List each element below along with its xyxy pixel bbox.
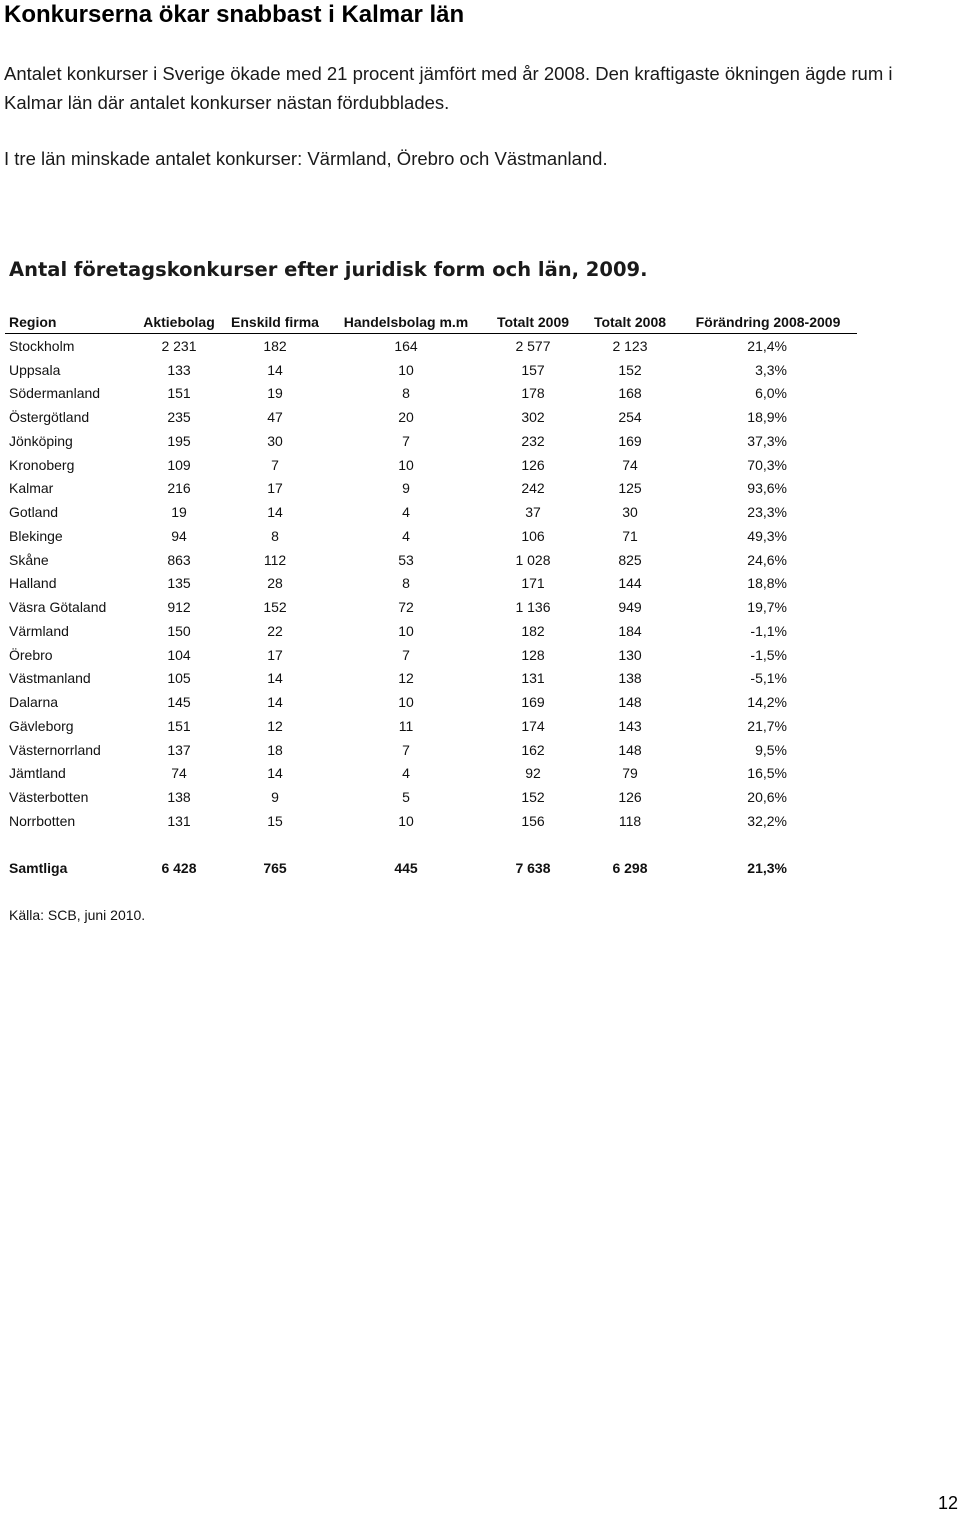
table-row: [5, 738, 857, 762]
cell-region: Jönköping: [9, 432, 73, 449]
cell-region: Skåne: [9, 551, 49, 568]
table-row: [5, 382, 857, 406]
cell-region: Blekinge: [9, 527, 63, 544]
cell-forandring: 3,3%: [755, 361, 787, 378]
table-row: [5, 334, 857, 358]
cell-totalt-2009: 169: [521, 694, 545, 711]
header-forandring: Förändring 2008-2009: [679, 310, 857, 334]
cell-region: Västerbotten: [9, 789, 89, 806]
cell-enskild-firma: 14: [267, 670, 283, 687]
cell-enskild-firma: 14: [267, 504, 283, 521]
cell-aktiebolag: 2 231: [161, 337, 197, 354]
cell-totalt-2008: 254: [618, 409, 642, 426]
table-row: [5, 572, 857, 596]
table-row: [5, 500, 857, 524]
cell-enskild-firma: 47: [267, 409, 283, 426]
cell-forandring: 37,3%: [747, 432, 787, 449]
cell-totalt-2008: 126: [618, 789, 642, 806]
cell-totalt-2009: 37: [525, 504, 541, 521]
cell-totalt-2008: 949: [618, 599, 642, 616]
cell-enskild-firma: 182: [263, 337, 287, 354]
total-cell-totalt-2009: 7 638: [515, 860, 551, 877]
cell-aktiebolag: 138: [167, 789, 191, 806]
cell-enskild-firma: 17: [267, 480, 283, 497]
cell-region: Värmland: [9, 622, 69, 639]
table-row: [5, 643, 857, 667]
cell-handelsbolag: 9: [402, 480, 410, 497]
header-region: Region: [5, 310, 135, 334]
table-row: [5, 453, 857, 477]
cell-aktiebolag: 105: [167, 670, 191, 687]
table-row: [5, 524, 857, 548]
cell-aktiebolag: 216: [167, 480, 191, 497]
table-row: [5, 809, 857, 833]
cell-aktiebolag: 19: [171, 504, 187, 521]
cell-aktiebolag: 131: [167, 812, 191, 829]
total-cell-enskild-firma: 765: [263, 860, 287, 877]
cell-region: Halland: [9, 575, 57, 592]
cell-handelsbolag: 10: [398, 456, 414, 473]
cell-aktiebolag: 863: [167, 551, 191, 568]
cell-enskild-firma: 14: [267, 765, 283, 782]
cell-region: Stockholm: [9, 337, 75, 354]
intro-paragraph: Antalet konkurser i Sverige ökade med 21 procent jämfört med år 2008. Den kraftigaste ökningen ägde rum i Kalmar län där antalet konkurser nästan fördubblades.: [4, 63, 893, 113]
bankruptcy-table: [5, 310, 857, 880]
cell-handelsbolag: 7: [402, 646, 410, 663]
table-row: [5, 429, 857, 453]
table-title: Antal företagskonkurser efter juridisk form och län, 2009.: [9, 258, 648, 281]
total-cell-aktiebolag: 6 428: [161, 860, 197, 877]
cell-enskild-firma: 152: [263, 599, 287, 616]
cell-handelsbolag: 7: [402, 741, 410, 758]
cell-handelsbolag: 20: [398, 409, 414, 426]
cell-handelsbolag: 10: [398, 361, 414, 378]
table-body: [5, 334, 857, 881]
cell-region: Uppsala: [9, 361, 61, 378]
table-row: [5, 595, 857, 619]
cell-handelsbolag: 5: [402, 789, 410, 806]
cell-region: Dalarna: [9, 694, 59, 711]
table-row: [5, 619, 857, 643]
cell-aktiebolag: 109: [167, 456, 191, 473]
cell-handelsbolag: 7: [402, 432, 410, 449]
cell-handelsbolag: 4: [402, 527, 410, 544]
spacer-cell: [5, 833, 857, 857]
cell-handelsbolag: 4: [402, 504, 410, 521]
table-row: [5, 405, 857, 429]
cell-totalt-2008: 74: [622, 456, 638, 473]
cell-region: Södermanland: [9, 385, 101, 402]
cell-totalt-2008: 138: [618, 670, 642, 687]
cell-region: Norrbotten: [9, 812, 76, 829]
cell-enskild-firma: 17: [267, 646, 283, 663]
cell-totalt-2009: 232: [521, 432, 545, 449]
cell-forandring: 21,4%: [747, 337, 787, 354]
cell-forandring: 18,9%: [747, 409, 787, 426]
header-totalt-2009: Totalt 2009: [485, 310, 581, 334]
cell-totalt-2009: 2 577: [515, 337, 551, 354]
cell-totalt-2009: 178: [521, 385, 545, 402]
cell-aktiebolag: 104: [167, 646, 191, 663]
cell-totalt-2008: 2 123: [612, 337, 648, 354]
cell-forandring: 21,7%: [747, 717, 787, 734]
cell-forandring: 20,6%: [747, 789, 787, 806]
cell-enskild-firma: 8: [271, 527, 279, 544]
cell-totalt-2009: 174: [521, 717, 545, 734]
cell-handelsbolag: 164: [394, 337, 418, 354]
cell-aktiebolag: 74: [171, 765, 187, 782]
cell-totalt-2008: 118: [618, 812, 642, 829]
cell-forandring: 93,6%: [747, 480, 787, 497]
cell-totalt-2009: 1 028: [515, 551, 551, 568]
cell-aktiebolag: 235: [167, 409, 191, 426]
cell-handelsbolag: 4: [402, 765, 410, 782]
cell-forandring: 19,7%: [747, 599, 787, 616]
cell-enskild-firma: 14: [267, 361, 283, 378]
page-heading: Konkurserna ökar snabbast i Kalmar län: [4, 1, 465, 28]
cell-forandring: -5,1%: [750, 670, 787, 687]
cell-aktiebolag: 912: [167, 599, 191, 616]
cell-forandring: 18,8%: [747, 575, 787, 592]
cell-aktiebolag: 145: [167, 694, 191, 711]
cell-region: Västmanland: [9, 670, 91, 687]
cell-enskild-firma: 30: [267, 432, 283, 449]
cell-totalt-2009: 162: [521, 741, 545, 758]
cell-totalt-2008: 144: [618, 575, 642, 592]
cell-forandring: 24,6%: [747, 551, 787, 568]
total-row: [5, 857, 857, 881]
cell-forandring: 32,2%: [747, 812, 787, 829]
cell-handelsbolag: 10: [398, 694, 414, 711]
cell-handelsbolag: 8: [402, 385, 410, 402]
cell-forandring: -1,1%: [750, 622, 787, 639]
cell-enskild-firma: 112: [263, 551, 287, 568]
cell-totalt-2009: 182: [521, 622, 545, 639]
cell-aktiebolag: 151: [167, 385, 191, 402]
spacer-row: [5, 833, 857, 857]
header-totalt-2008: Totalt 2008: [581, 310, 679, 334]
cell-enskild-firma: 28: [267, 575, 283, 592]
header-handelsbolag: Handelsbolag m.m: [327, 310, 485, 334]
cell-totalt-2008: 79: [622, 765, 638, 782]
cell-aktiebolag: 137: [167, 741, 191, 758]
cell-totalt-2009: 171: [521, 575, 545, 592]
cell-handelsbolag: 53: [398, 551, 414, 568]
table-row: [5, 690, 857, 714]
cell-handelsbolag: 10: [398, 812, 414, 829]
cell-enskild-firma: 22: [267, 622, 283, 639]
cell-totalt-2009: 1 136: [515, 599, 551, 616]
cell-enskild-firma: 9: [271, 789, 279, 806]
cell-enskild-firma: 12: [267, 717, 283, 734]
table-row: [5, 762, 857, 786]
table-row: [5, 477, 857, 501]
cell-enskild-firma: 14: [267, 694, 283, 711]
table-row: [5, 358, 857, 382]
total-cell-totalt-2008: 6 298: [612, 860, 648, 877]
cell-forandring: 14,2%: [747, 694, 787, 711]
cell-region: Västernorrland: [9, 741, 101, 758]
cell-enskild-firma: 15: [267, 812, 283, 829]
cell-totalt-2008: 130: [618, 646, 642, 663]
cell-region: Jämtland: [9, 765, 66, 782]
cell-enskild-firma: 18: [267, 741, 283, 758]
page-number: 12: [937, 1493, 958, 1513]
cell-totalt-2008: 125: [618, 480, 642, 497]
cell-aktiebolag: 94: [171, 527, 187, 544]
cell-totalt-2009: 131: [521, 670, 545, 687]
cell-handelsbolag: 10: [398, 622, 414, 639]
header-enskild-firma: Enskild firma: [223, 310, 327, 334]
cell-totalt-2008: 168: [618, 385, 642, 402]
cell-region: Gotland: [9, 504, 59, 521]
cell-aktiebolag: 135: [167, 575, 191, 592]
cell-aktiebolag: 133: [167, 361, 191, 378]
cell-aktiebolag: 151: [167, 717, 191, 734]
cell-totalt-2008: 30: [622, 504, 638, 521]
cell-totalt-2009: 156: [521, 812, 545, 829]
cell-forandring: 49,3%: [747, 527, 787, 544]
cell-region: Gävleborg: [9, 717, 74, 734]
cell-region: Kalmar: [9, 480, 54, 497]
total-cell-forandring: 21,3%: [747, 860, 787, 877]
cell-totalt-2008: 148: [618, 741, 642, 758]
header-aktiebolag: Aktiebolag: [135, 310, 223, 334]
cell-totalt-2008: 825: [618, 551, 642, 568]
cell-totalt-2008: 184: [618, 622, 642, 639]
table-header-row: [5, 310, 857, 334]
cell-region: Örebro: [9, 646, 53, 663]
cell-totalt-2009: 302: [521, 409, 545, 426]
cell-totalt-2009: 92: [525, 765, 541, 782]
total-cell-region: Samtliga: [9, 860, 68, 877]
cell-region: Väsra Götaland: [9, 599, 107, 616]
table-row: [5, 667, 857, 691]
decrease-paragraph: I tre län minskade antalet konkurser: Värmland, Örebro och Västmanland.: [4, 148, 608, 169]
cell-handelsbolag: 8: [402, 575, 410, 592]
cell-totalt-2009: 128: [521, 646, 545, 663]
cell-totalt-2009: 152: [521, 789, 545, 806]
source-note: Källa: SCB, juni 2010.: [9, 907, 146, 923]
table-row: [5, 785, 857, 809]
cell-forandring: 16,5%: [747, 765, 787, 782]
cell-totalt-2009: 106: [521, 527, 545, 544]
cell-region: Östergötland: [9, 409, 90, 426]
table-row: [5, 548, 857, 572]
cell-totalt-2009: 242: [521, 480, 545, 497]
cell-handelsbolag: 12: [398, 670, 414, 687]
cell-handelsbolag: 72: [398, 599, 414, 616]
cell-totalt-2008: 152: [618, 361, 642, 378]
cell-totalt-2008: 148: [618, 694, 642, 711]
cell-totalt-2009: 126: [521, 456, 545, 473]
cell-enskild-firma: 19: [267, 385, 283, 402]
table-row: [5, 714, 857, 738]
cell-aktiebolag: 150: [167, 622, 191, 639]
cell-forandring: 6,0%: [755, 385, 787, 402]
cell-region: Kronoberg: [9, 456, 75, 473]
cell-handelsbolag: 11: [398, 717, 414, 734]
cell-enskild-firma: 7: [271, 456, 279, 473]
cell-totalt-2008: 71: [622, 527, 638, 544]
cell-totalt-2009: 157: [521, 361, 545, 378]
cell-forandring: 9,5%: [755, 741, 787, 758]
cell-forandring: 70,3%: [747, 456, 787, 473]
cell-forandring: 23,3%: [747, 504, 787, 521]
cell-totalt-2008: 169: [618, 432, 642, 449]
cell-forandring: -1,5%: [750, 646, 787, 663]
cell-aktiebolag: 195: [167, 432, 191, 449]
cell-totalt-2008: 143: [618, 717, 642, 734]
total-cell-handelsbolag: 445: [394, 860, 418, 877]
